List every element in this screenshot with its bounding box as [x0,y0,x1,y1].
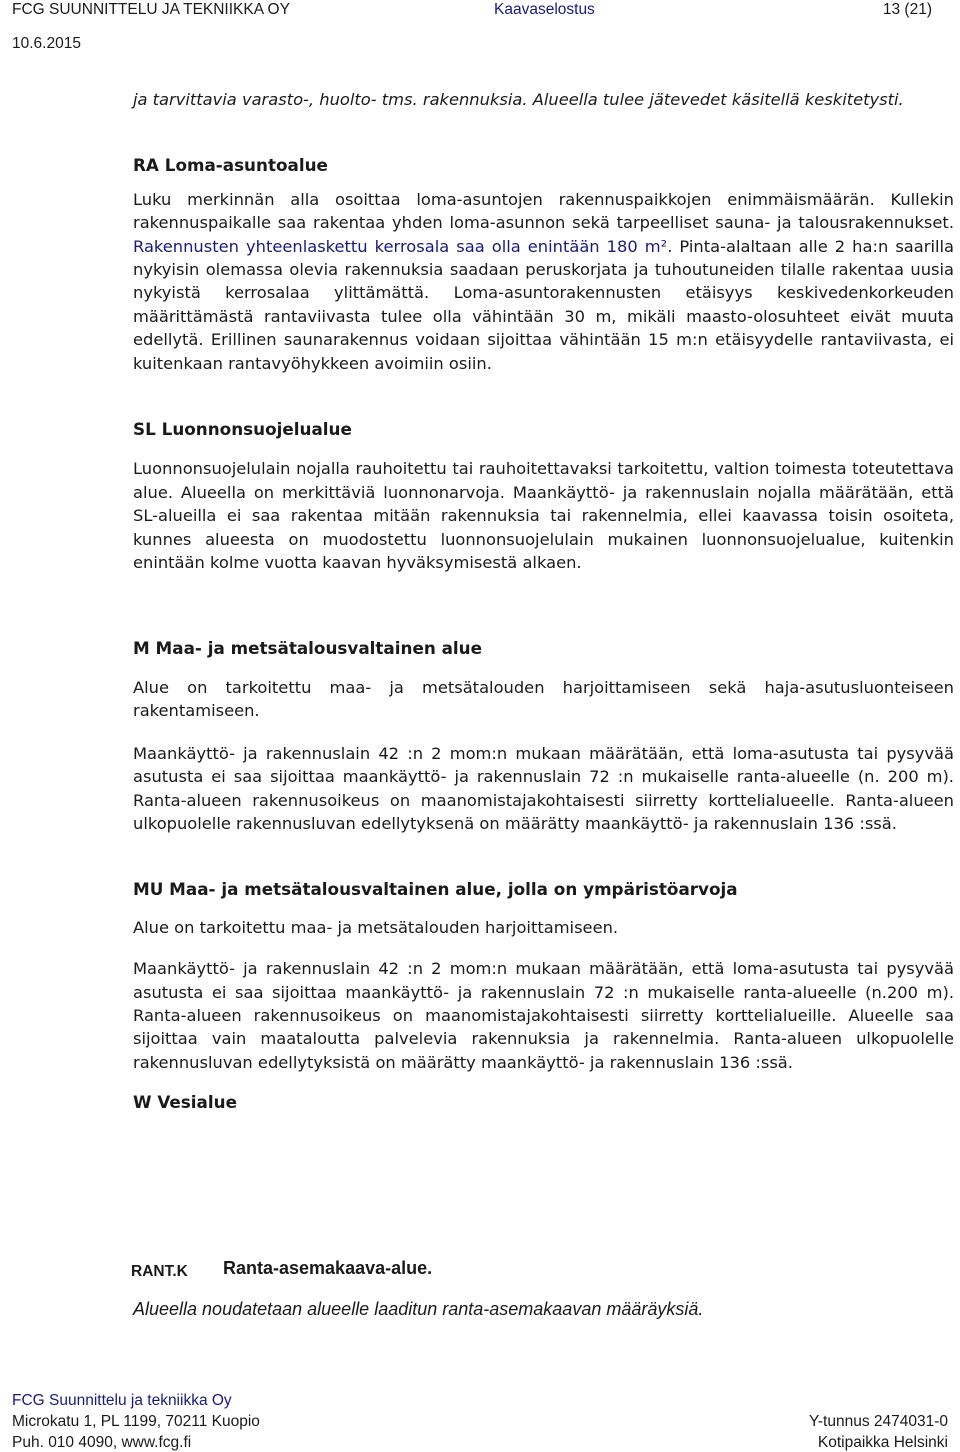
section-heading-mu: MU Maa- ja metsätalousvaltainen alue, jolla on ympäristöarvoja [133,879,738,900]
header-page-number: 13 (21) [882,1,932,18]
header-date: 10.6.2015 [12,35,81,52]
document-body [133,88,954,1115]
section-heading-sl: SL Luonnonsuojelualue [133,419,352,440]
footer-address: Microkatu 1, PL 1199, 70211 Kuopio [12,1413,260,1430]
header-doc-title: Kaavaselostus [494,1,595,18]
footer-contact: Puh. 010 4090, www.fcg.fi [12,1434,192,1451]
section-heading-m: M Maa- ja metsätalousvaltainen alue [133,637,483,658]
section-heading-w: W Vesialue [133,1092,237,1113]
ra-text-highlight: Rakennusten yhteenlaskettu kerrosala saa olla enintään 180 m². [133,236,673,256]
m-paragraph-2: Maankäyttö- ja rakennuslain 42 :n 2 mom:n mukaan määrätään, että loma-asutusta tai pysyvää asutusta ei saa sijoittaa maankäyttö- ja rakennuslain 72 :n mukaiselle ranta-alueelle (n. 200 m). Ranta-alueen rakennusoikeus on maanomistajakohtaisesti siirretty korttelialueelle. Ranta-alueen ulkopuolelle rakennusluvan edellytyksenä on määrätty maankäyttö- ja rakennuslain 136 :ssä. [133,743,954,833]
section-heading-ra: RA Loma-asuntoalue [133,155,328,176]
page-header [0,0,960,56]
rant-code: RANT.K [131,1263,188,1280]
header-company: FCG SUUNNITTELU JA TEKNIIKKA OY [12,1,290,18]
footer-company: FCG Suunnittelu ja tekniikka Oy [12,1392,232,1409]
rant-row [131,1258,952,1288]
rant-title: Ranta-asemakaava-alue. [223,1258,433,1278]
mu-paragraph-2: Maankäyttö- ja rakennuslain 42 :n 2 mom:n mukaan määrätään, että loma-asutusta tai pysyvää asutusta ei saa sijoittaa maankäyttö- ja rakennuslain 72 :n mukaiselle ranta-alueelle (n.200 m). Ranta-alueen rakennusoikeus on maanomistajakohtaisesti siirretty korttelialueille. Alueelle saa sijoittaa vain maataloutta palvelevia rakennuksia ja rakennelmia. Ranta-alueen ulkopuolelle rakennusluvan edellytyksistä on määrätty maankäyttö- ja rakennuslain 136 :ssä. [133,959,954,1072]
ra-text-rest: Pinta-alaltaan alle 2 ha:n saarilla nykyisin olemassa olevia rakennuksia saadaan peruskorjata ja tuhoutuneiden tilalle rakentaa uusia nykyistä kerrosalaa ylittämättä. Loma-asuntorakennusten etäisyys keskivedenkorkeuden määrittämästä rantaviivasta tulee olla vähintään 30 m, mikäli maasto-olosuhteet eivät muuta edellytä. Erillinen saunarakennus voidaan sijoittaa vähintään 15 m:n etäisyydelle rantaviivasta, ei kuitenkaan rantavyöhykkeen avoimiin osiin. [133,236,955,373]
ra-paragraph [133,188,954,375]
mu-paragraph-1: Alue on tarkoitettu maa- ja metsätalouden harjoittamiseen. [133,917,619,937]
sl-paragraph: Luonnonsuojelulain nojalla rauhoitettu tai rauhoitettavaksi tarkoitettu, valtion toimesta toteutettava alue. Alueella on merkittäviä luonnonarvoja. Maankäyttö- ja rakennuslain nojalla määrätään, että SL-alueilla ei saa rakentaa mitään rakennuksia tai rakennelmia, ellei kaavassa toisin osoiteta, kunnes alueesta on muodostettu luonnonsuojelulain mukainen luonnonsuojelualue, kuitenkin enintään kolme vuotta kaavan hyväksymisestä alkaen. [133,459,954,573]
m-paragraph-1: Alue on tarkoitettu maa- ja metsätalouden harjoittamiseen sekä haja-asutusluonteiseen rakentamiseen. [133,677,954,721]
footer-business-id: Y-tunnus 2474031-0 [808,1413,948,1430]
intro-paragraph: ja tarvittavia varasto-, huolto- tms. rakennuksia. Alueella tulee jätevedet käsitellä keskitetysti. [133,90,904,109]
footer-domicile: Kotipaikka Helsinki [817,1434,948,1451]
ra-text-lead: Luku merkinnän alla osoittaa loma-asuntojen rakennuspaikkojen enimmäismäärän. Kullekin rakennuspaikalle saa rakentaa yhden loma-asunnon sekä tarpeelliset sauna- ja talousrakennukset. [133,189,954,233]
page-footer [0,1392,960,1452]
rant-paragraph: Alueella noudatetaan alueelle laaditun ranta-asemakaavan määräyksiä. [133,1299,704,1319]
